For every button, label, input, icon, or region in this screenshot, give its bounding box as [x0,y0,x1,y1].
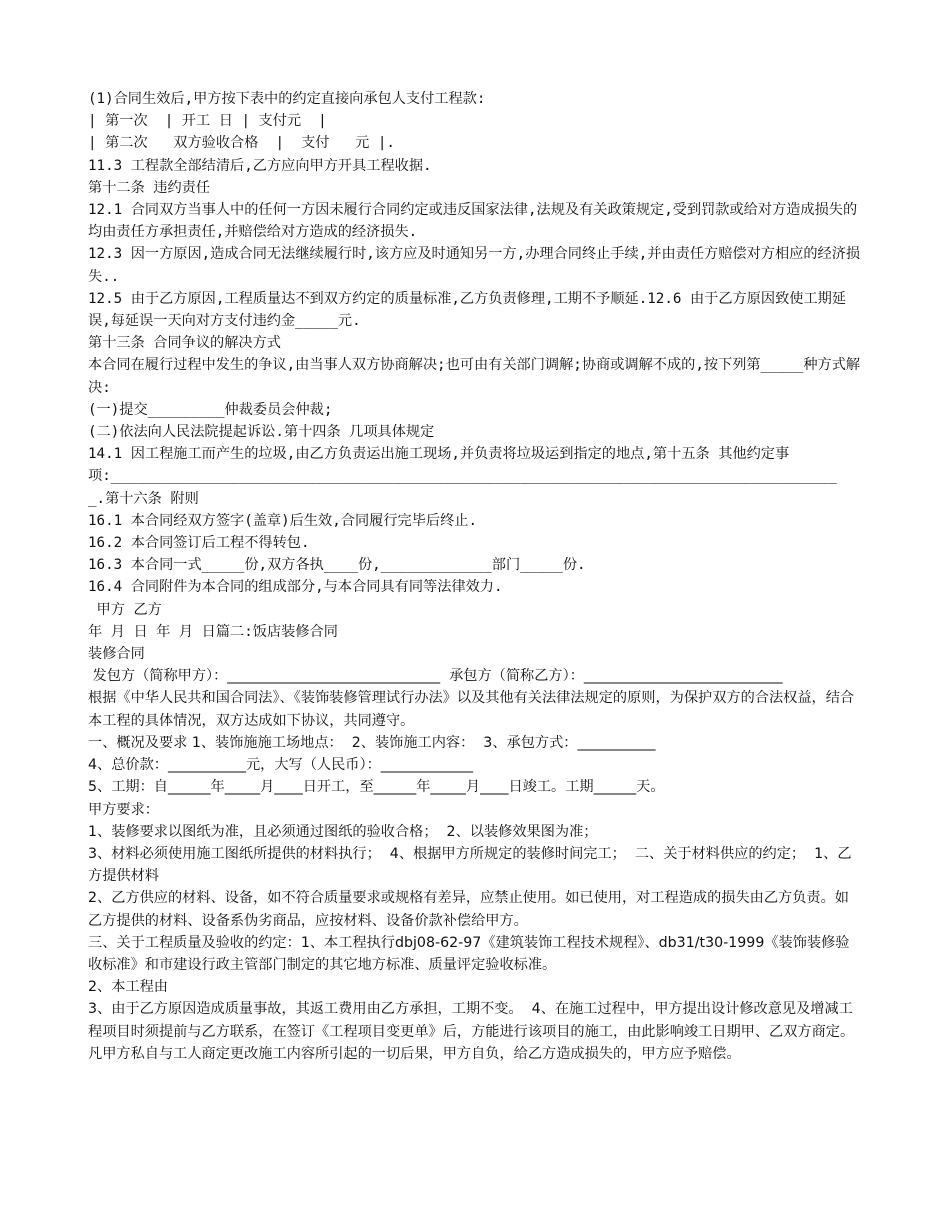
payment-table-row-1: | 第一次 | 开工 日 | 支付元 | [88,113,327,130]
clause-12-3: 12.3 因一方原因,造成合同无法继续履行时,该方应及时通知另一方,办理合同终止手续,并由责任方赔偿对方相应的经济损失.. [88,246,861,285]
payment-table-row-2: | 第二次 双方验收合格 | 支付 元 |. [88,135,395,152]
overview-line: 一、概况及要求 1、装饰施施工场地点： 2、装饰施工内容： 3、承包方式：___________ [88,734,656,751]
second-contract-title: 装修合同 [88,646,145,663]
dispute-clause: 本合同在履行过程中发生的争议,由当事人双方协商解决;也可由有关部门调解;协商或调解不成的,按下列第_____种方式解决: [88,357,861,396]
dispute-option-2: (二)依法向人民法院提起诉讼.第十四条 几项具体规定 [88,424,435,441]
clause-14-1: 14.1 因工程施工而产生的垃圾,由乙方负责运出施工现场,并负责将垃圾运到指定的地点,第十五条 其他约定事 [88,446,790,463]
preamble: 根据《中华人民共和国合同法》、《装饰装修管理试行办法》以及其他有关法律法规定的原则，为保护双方的合法权益，结合本工程的具体情况，双方达成如下协议，共同遵守。 [88,690,855,729]
quality-item-2: 2、本工程由 [88,979,168,996]
article-12-heading: 第十二条 违约责任 [88,179,211,196]
article-16-heading: _.第十六条 附则 [88,490,199,507]
signature-parties: 甲方 乙方 [88,601,162,618]
article-13-heading: 第十三条 合同争议的解决方式 [88,335,281,352]
parties-line: 发包方（简称甲方）：______________________________ 承包方（简称乙方）：____________________________ [88,668,783,685]
clause-16-4: 16.4 合同附件为本合同的组成部分,与本合同具有同等法律效力. [88,579,503,596]
document-page [88,88,863,1065]
clause-16-1: 16.1 本合同经双方签字(盖章)后生效,合同履行完毕后终止. [88,512,478,529]
clause-11-3: 11.3 工程款全部结清后,乙方应向甲方开具工程收据. [88,157,432,174]
quality-clause: 三、关于工程质量及验收的约定：1、本工程执行dbj08-62-97《建筑装饰工程技术规程》、db31/t30-1999《装饰装修验收标准》和市建设行政主管部门制定的其它地方标准、质量评定验收标准。 [88,934,850,973]
payment-clause: (1)合同生效后,甲方按下表中的约定直接向承包人支付工程款: [88,91,486,107]
quality-item-3-4: 3、由于乙方原因造成质量事故，其返工费用由乙方承担，工期不变。 4、在施工过程中，甲方提出设计修改意见及增减工程项目时须提前与乙方联系，在签订《工程项目变更单》后，方能进行该项目的施工，由此影响竣工日期甲、乙双方商定。凡甲方私自与工人商定更改施工内容所引起的一切后果，甲方自负，给乙方造成损失的，甲方应予赔偿。 [88,1001,855,1062]
clause-16-2: 16.2 本合同签订后工程不得转包. [88,535,310,552]
requirement-3-4: 3、材料必须使用施工图纸所提供的材料执行； 4、根据甲方所规定的装修时间完工； 二、关于材料供应的约定； 1、乙方提供材料 [88,845,852,885]
materials-clause: 2、乙方供应的材料、设备，如不符合质量要求或规格有差异，应禁止使用。如已使用，对工程造成的损失由乙方负责。如乙方提供的材料、设备系伪劣商品，应按材料、设备价款补偿给甲方。 [88,890,849,929]
signature-dates: 年 月 日 年 月 日篇二:饭店装修合同 [88,623,338,640]
party-a-requirements-heading: 甲方要求： [88,801,159,818]
schedule-line: 5、工期：自______年_____月____日开工，至______年_____月____日竣工。工期______天。 [88,779,665,796]
total-price-line: 4、总价款：___________元，大写（人民币）：_____________ [88,757,473,774]
dispute-option-1: (一)提交_________仲裁委员会仲裁; [88,401,333,418]
clause-16-3: 16.3 本合同一式_____份,双方各执____份,_____________部门_____份. [88,557,586,574]
clause-12-1: 12.1 合同双方当事人中的任何一方因未履行合同约定或违反国家法律,法规及有关政策规定,受到罚款或给对方造成损失的均由责任方承担责任,并赔偿给对方造成的经济损失. [88,202,858,241]
clause-12-5: 12.5 由于乙方原因,工程质量达不到双方约定的质量标准,乙方负责修理,工期不予顺延.12.6 由于乙方原因致使工期延误,每延误一天向对方支付违约金_____元. [88,290,847,330]
requirement-1-2: 1、装修要求以图纸为准，且必须通过图纸的验收合格； 2、以装修效果图为准； [88,823,598,840]
other-matters-line: 项:_____________________________________________________________________________________ [88,468,837,485]
